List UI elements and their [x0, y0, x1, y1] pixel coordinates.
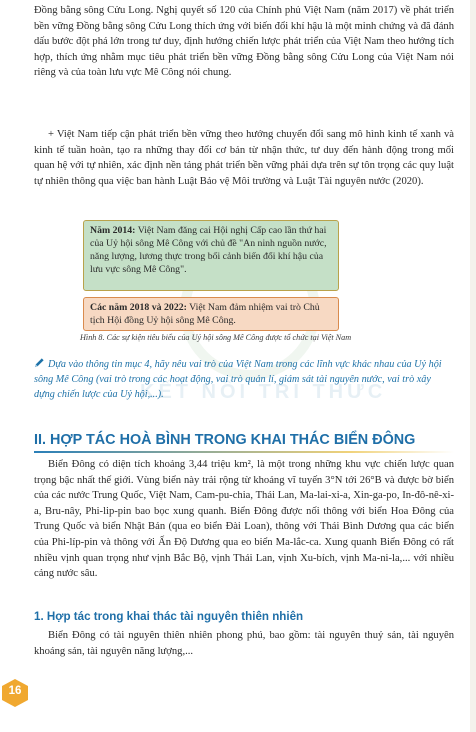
event-box-2014-text: Việt Nam đăng cai Hội nghị Cấp cao lần thứ hai của Uỷ hội sông Mê Công với chủ đề "An ninh nguồn nước, năng lượng, lương thực trong bối cảnh biến đổi khí hậu của lưu vực sông Mê Công".: [90, 225, 327, 275]
figure-caption: Hình 8. Các sự kiện tiêu biểu của Uỷ hội sông Mê Công được tổ chức tại Việt Nam: [80, 333, 352, 342]
paragraph-bien-dong: Biển Đông có diện tích khoảng 3,44 triệu km², là một trong những khu vực chiến lược quan trọng bậc nhất thế giới. Vùng biển này trải rộng từ khoảng vĩ tuyến 3°N tới 26°B và được bờ biển của các nước Trung Quốc, Việt Nam, Cam-pu-chia, Thái Lan, Ma-lai-xi-a, Xin-ga-po, In-đô-nê-xi-a, Bru-nây, Phi-lip-pin bao bọc xung quanh. Biển Đông được nối thông với biển Hoa Đông của Trung Quốc và biển Nhật Bản (qua eo biển Đài Loan), thông với Thái Bình Dương qua các biển của Phi-líp-pin và thông với Ấn Độ Dương qua eo biển Ma-lắc-ca. Xung quanh Biển Đông có rất nhiều vịnh quan trọng như vịnh Bắc Bộ, vịnh Thái Lan, vịnh Xu-bích, vịnh Ma-ni-la,... với nhiều cảng nước sâu.: [34, 459, 454, 580]
question-text: Dựa vào thông tin mục 4, hãy nêu vai trò của Việt Nam trong các lĩnh vực khác nhau của Uỷ hội sông Mê Công (vai trò trong các hoạt động, vai trò quản lí, giám sát tài nguyên nước, vai trò xây dựng chiến lược của Uỷ hội,...).: [34, 359, 442, 400]
section-underline: [34, 451, 454, 453]
paragraph-mekong-delta: Đồng bằng sông Cửu Long. Nghị quyết số 120 của Chính phủ Việt Nam (năm 2017) về phát triển bền vững Đồng bằng sông Cửu Long thích ứng với biến đổi khí hậu là một minh chứng và đã đánh dấu bước đột phá lớn trong tư duy, định hướng chiến lược phát triển của Việt Nam theo hướng tích hợp, thích ứng nhằm mục tiêu phát triển bền vững Đồng bằng sông Cửu Long của Việt Nam nói riêng và của toàn lưu vực Mê Công nói chung.: [34, 5, 454, 79]
event-box-2018-2022-lead: Các năm 2018 và 2022:: [90, 302, 187, 313]
page-number: 16: [8, 685, 22, 697]
paragraph-green-economy: + Việt Nam tiếp cận phát triển bền vững theo hướng chuyển đổi sang mô hình kinh tế xanh và kinh tế tuần hoàn, tạo ra những thay đổi cơ bản từ nhận thức, tư duy đến hành động trong mối quan hệ với tự nhiên, xác định nền tảng phát triển bền vững phải dựa trên sự tôn trọng các quy luật tự nhiên thông qua việc ban hành Luật Bảo vệ Môi trường và Luật Tài nguyên nước (2020).: [34, 129, 454, 187]
publisher-watermark: KẾT NỐI TRI THỨC: [140, 381, 387, 403]
sub-heading: 1. Hợp tác trong khai thác tài nguyên thiên nhiên: [34, 610, 304, 623]
event-box-2014: [83, 220, 339, 291]
event-box-2018-2022-text: Việt Nam đảm nhiệm vai trò Chủ tịch Hội đồng Uỷ hội sông Mê Công.: [90, 302, 320, 326]
section-heading: II. HỢP TÁC HOÀ BÌNH TRONG KHAI THÁC BIỂN ĐÔNG: [34, 432, 416, 448]
pencil-icon: [34, 357, 45, 368]
page-edge: [470, 0, 476, 732]
event-box-2014-lead: Năm 2014:: [90, 225, 136, 236]
paragraph-natural-resources: Biển Đông có tài nguyên thiên nhiên phong phú, bao gồm: tài nguyên thuỷ sản, tài nguyên khoáng sản, tài nguyên năng lượng,...: [34, 630, 454, 657]
event-box-2018-2022: [83, 297, 339, 331]
